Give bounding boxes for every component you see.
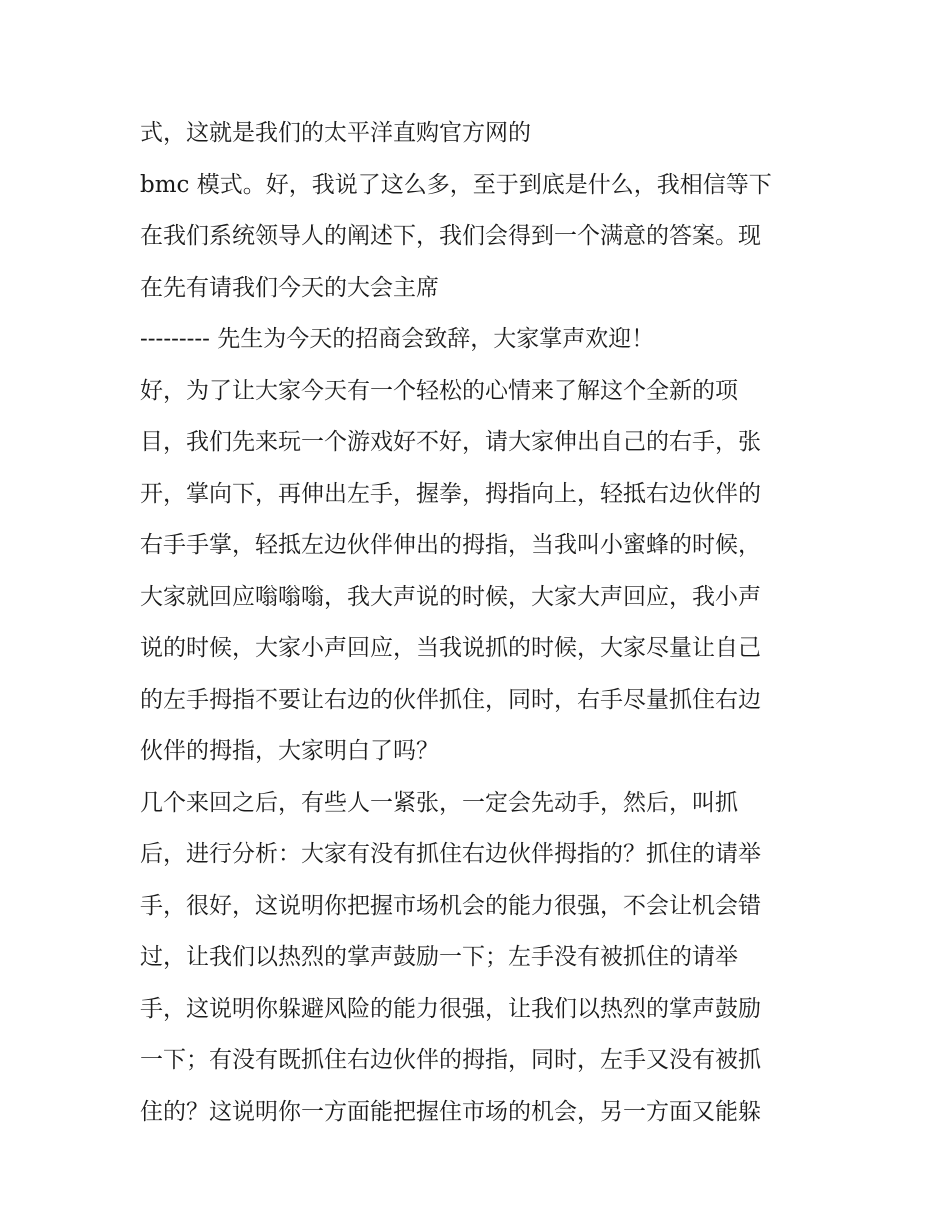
text-line: 目，我们先来玩一个游戏好不好，请大家伸出自己的右手，张 <box>140 429 761 455</box>
text-line: 式，这就是我们的太平洋直购官方网的 <box>140 120 531 146</box>
text-line: 在先有请我们今天的大会主席 <box>140 274 439 301</box>
text-line: 伙伴的拇指，大家明白了吗？ <box>140 738 439 764</box>
text-line: 在我们系统领导人的阐述下，我们会得到一个满意的答案。现 <box>140 223 761 249</box>
text-line: 手，很好，这说明你把握市场机会的能力很强，不会让机会错 <box>140 892 761 919</box>
text-line: 好，为了让大家今天有一个轻松的心情来了解这个全新的项 <box>140 377 738 404</box>
text-line: 右手手掌，轻抵左边伙伴伸出的拇指，当我叫小蜜蜂的时候， <box>140 532 761 558</box>
text-line: --------- 先生为今天的招商会致辞，大家掌声欢迎！ <box>140 326 655 352</box>
text-line: bmc 模式。好，我说了这么多，至于到底是什么，我相信等下 <box>140 171 772 198</box>
text-line: 的左手拇指不要让右边的伙伴抓住，同时，右手尽量抓住右边 <box>140 686 761 713</box>
text-line: 后，进行分析：大家有没有抓住右边伙伴拇指的？抓住的请举 <box>140 841 761 867</box>
text-line: 一下；有没有既抓住右边伙伴的拇指，同时，左手又没有被抓 <box>140 1047 761 1073</box>
text-line: 过，让我们以热烈的掌声鼓励一下；左手没有被抓住的请举 <box>140 944 738 970</box>
text-line: 开，掌向下，再伸出左手，握拳，拇指向上，轻抵右边伙伴的 <box>140 480 761 507</box>
text-line: 几个来回之后，有些人一紧张，一定会先动手，然后，叫抓 <box>140 789 738 816</box>
text-line: 说的时候，大家小声回应，当我说抓的时候，大家尽量让自己 <box>140 635 761 661</box>
text-line: 住的？这说明你一方面能把握住市场的机会，另一方面又能躲 <box>140 1098 761 1125</box>
text-line: 大家就回应嗡嗡嗡，我大声说的时候，大家大声回应，我小声 <box>140 583 761 610</box>
body-text <box>140 108 820 1138</box>
text-line: 手，这说明你躲避风险的能力很强，让我们以热烈的掌声鼓励 <box>140 995 761 1022</box>
